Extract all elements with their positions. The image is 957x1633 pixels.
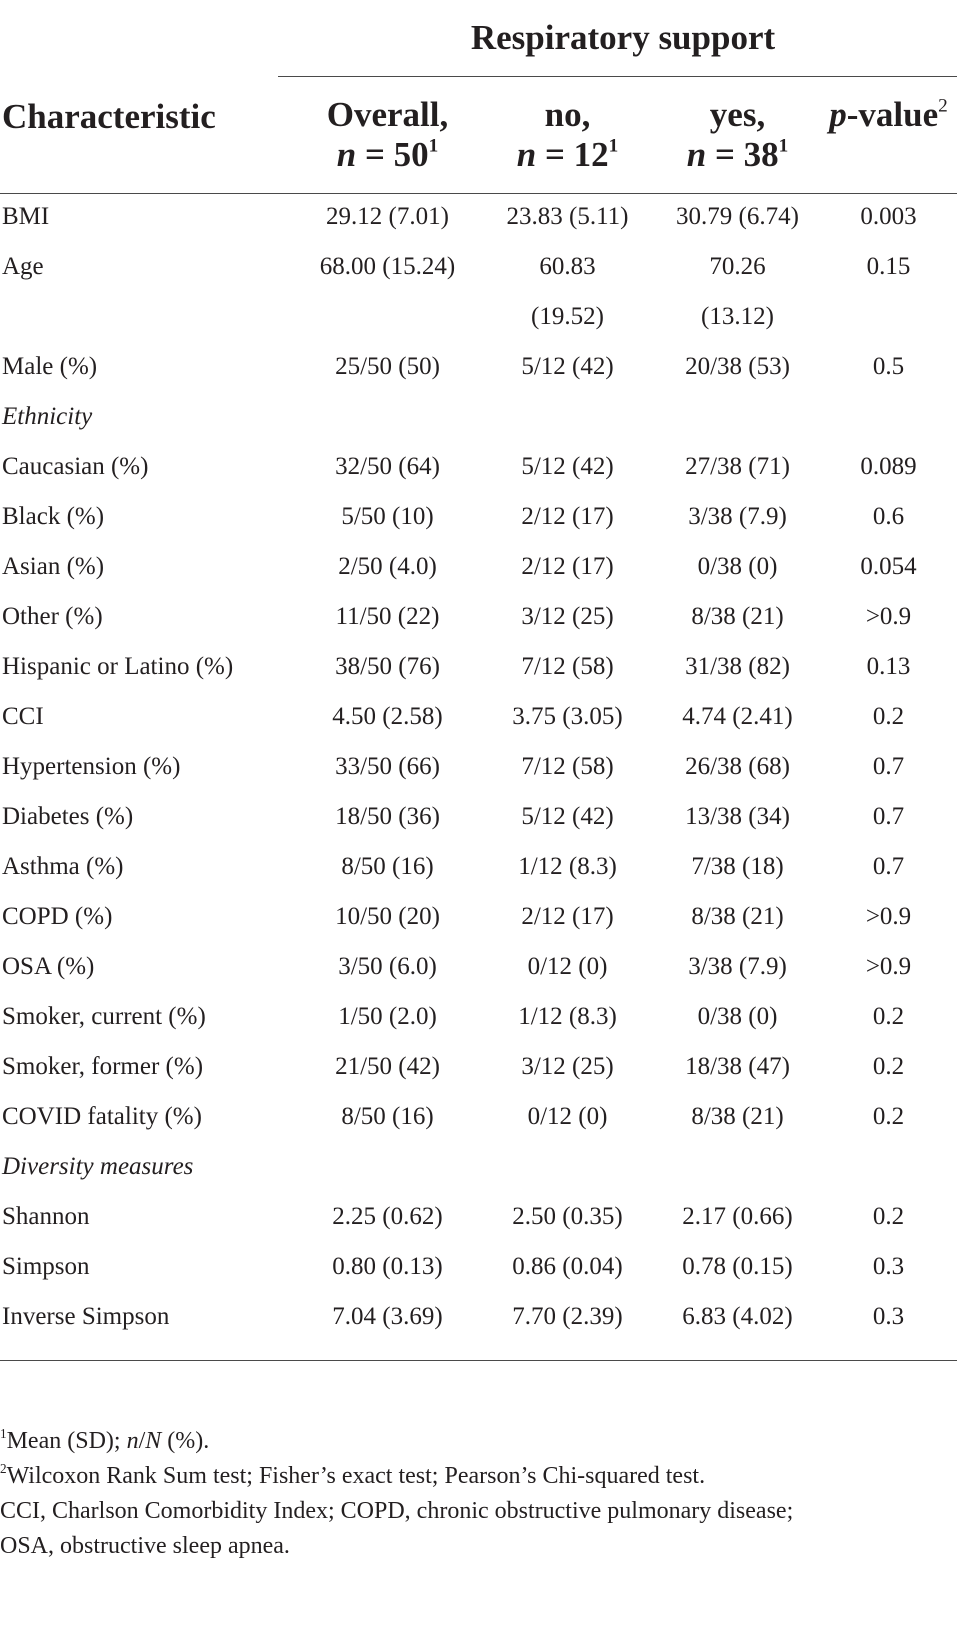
row-label: Other (%) bbox=[2, 603, 103, 630]
cell-no: 0/12 (0) bbox=[527, 953, 608, 980]
row-label: Diabetes (%) bbox=[2, 803, 134, 830]
cell-no: 23.83 (5.11) bbox=[506, 203, 629, 230]
cell-overall: 32/50 (64) bbox=[335, 453, 440, 480]
n-value: = 12 bbox=[536, 135, 609, 174]
footnote-ref: 1 bbox=[778, 135, 789, 157]
row-label: OSA (%) bbox=[2, 953, 95, 980]
n-symbol: n bbox=[686, 135, 707, 174]
cell-yes: 31/38 (82) bbox=[685, 653, 790, 680]
row-label: Inverse Simpson bbox=[2, 1303, 170, 1330]
abbreviations-line-1: CCI, Charlson Comorbidity Index; COPD, chronic obstructive pulmonary disease; bbox=[0, 1498, 794, 1524]
cell-p-value: >0.9 bbox=[865, 953, 912, 980]
cell-p-value: 0.7 bbox=[872, 853, 905, 880]
row-label: COPD (%) bbox=[2, 903, 113, 930]
n-symbol: n bbox=[336, 135, 357, 174]
row-label: Ethnicity bbox=[2, 403, 93, 430]
abbreviations-line-2: OSA, obstructive sleep apnea. bbox=[0, 1533, 290, 1559]
row-label: Age bbox=[2, 253, 44, 280]
cell-p-value: 0.3 bbox=[872, 1253, 905, 1280]
cell-yes: 70.26 bbox=[709, 253, 766, 280]
row-label: Hypertension (%) bbox=[2, 753, 181, 780]
cell-yes: 4.74 (2.41) bbox=[682, 703, 793, 730]
cell-yes: 20/38 (53) bbox=[685, 353, 790, 380]
cell-yes: 8/38 (21) bbox=[691, 1103, 784, 1130]
cell-overall: 2.25 (0.62) bbox=[332, 1203, 443, 1230]
cell-no: 7.70 (2.39) bbox=[512, 1303, 623, 1330]
cell-p-value: 0.2 bbox=[872, 1053, 905, 1080]
footnote-text: / bbox=[138, 1428, 146, 1454]
cell-overall: 5/50 (10) bbox=[341, 503, 434, 530]
cell-no: 60.83 bbox=[539, 253, 596, 280]
cell-yes: 26/38 (68) bbox=[685, 753, 790, 780]
group-header-respiratory-support: Respiratory support bbox=[470, 18, 776, 57]
cell-p-value: 0.2 bbox=[872, 1003, 905, 1030]
cell-overall: 10/50 (20) bbox=[335, 903, 440, 930]
cell-overall: 18/50 (36) bbox=[335, 803, 440, 830]
cell-p-value: 0.089 bbox=[860, 453, 917, 480]
cell-yes: 0/38 (0) bbox=[697, 1003, 778, 1030]
n-value: = 38 bbox=[706, 135, 779, 174]
cell-no: 1/12 (8.3) bbox=[518, 853, 617, 880]
row-label: Smoker, former (%) bbox=[2, 1053, 204, 1080]
cell-overall: 0.80 (0.13) bbox=[332, 1253, 443, 1280]
p-symbol: p bbox=[829, 95, 847, 134]
cell-no: 2/12 (17) bbox=[521, 903, 614, 930]
cell-overall: 33/50 (66) bbox=[335, 753, 440, 780]
n-symbol: n bbox=[516, 135, 537, 174]
row-label: Hispanic or Latino (%) bbox=[2, 653, 234, 680]
cell-overall: 21/50 (42) bbox=[335, 1053, 440, 1080]
row-label: Smoker, current (%) bbox=[2, 1003, 206, 1030]
table-bottom-rule bbox=[0, 1360, 957, 1361]
row-label: Simpson bbox=[2, 1253, 90, 1280]
cell-p-value: 0.7 bbox=[872, 753, 905, 780]
cell-overall: 29.12 (7.01) bbox=[326, 203, 449, 230]
cell-no: 0/12 (0) bbox=[527, 1103, 608, 1130]
footnote-ref: 2 bbox=[938, 95, 948, 117]
row-label: Caucasian (%) bbox=[2, 453, 149, 480]
footnote-1 bbox=[0, 1426, 209, 1456]
cell-no: (19.52) bbox=[531, 303, 604, 330]
cell-overall: 8/50 (16) bbox=[341, 853, 434, 880]
column-header-no bbox=[480, 95, 655, 175]
cell-p-value: 0.003 bbox=[860, 203, 917, 230]
cell-no: 5/12 (42) bbox=[521, 353, 614, 380]
cell-no: 3/12 (25) bbox=[521, 603, 614, 630]
cell-yes: 8/38 (21) bbox=[691, 603, 784, 630]
cell-p-value: 0.2 bbox=[872, 703, 905, 730]
cell-overall: 11/50 (22) bbox=[335, 603, 440, 630]
cell-p-value: 0.3 bbox=[872, 1303, 905, 1330]
cell-overall: 2/50 (4.0) bbox=[338, 553, 437, 580]
row-label: COVID fatality (%) bbox=[2, 1103, 202, 1130]
cell-p-value: 0.5 bbox=[872, 353, 905, 380]
row-label: Asthma (%) bbox=[2, 853, 124, 880]
cell-p-value: 0.15 bbox=[866, 253, 911, 280]
cell-overall: 4.50 (2.58) bbox=[332, 703, 443, 730]
footnote-marker: 2 bbox=[0, 1461, 7, 1477]
cell-p-value: 0.7 bbox=[872, 803, 905, 830]
footnote-text: n bbox=[126, 1428, 139, 1454]
cell-no: 0.86 (0.04) bbox=[512, 1253, 623, 1280]
cell-p-value: >0.9 bbox=[865, 903, 912, 930]
cell-yes: 8/38 (21) bbox=[691, 903, 784, 930]
cell-p-value: 0.13 bbox=[866, 653, 911, 680]
footnote-ref: 1 bbox=[608, 135, 619, 157]
row-label: BMI bbox=[2, 203, 50, 230]
cell-overall: 7.04 (3.69) bbox=[332, 1303, 443, 1330]
cell-no: 3/12 (25) bbox=[521, 1053, 614, 1080]
cell-yes: 6.83 (4.02) bbox=[682, 1303, 793, 1330]
row-label: Shannon bbox=[2, 1203, 90, 1230]
cell-overall: 8/50 (16) bbox=[341, 1103, 434, 1130]
footnote-ref: 1 bbox=[428, 135, 439, 157]
n-value: = 50 bbox=[356, 135, 429, 174]
footnote-2 bbox=[0, 1461, 705, 1491]
p-value-label: -value bbox=[846, 95, 939, 134]
footnote-text: Mean (SD); bbox=[6, 1428, 127, 1454]
cell-no: 2.50 (0.35) bbox=[512, 1203, 623, 1230]
cell-no: 7/12 (58) bbox=[521, 653, 614, 680]
footnote-text: (%). bbox=[161, 1428, 210, 1454]
cell-no: 5/12 (42) bbox=[521, 453, 614, 480]
cell-yes: 2.17 (0.66) bbox=[682, 1203, 793, 1230]
cell-yes: 13/38 (34) bbox=[685, 803, 790, 830]
group-header-rule bbox=[278, 76, 957, 77]
row-label: Diversity measures bbox=[2, 1153, 194, 1180]
footnote-text: Wilcoxon Rank Sum test; Fisher’s exact test; Pearson’s Chi-squared test. bbox=[6, 1463, 706, 1489]
footnote-marker: 1 bbox=[0, 1426, 7, 1442]
cell-no: 3.75 (3.05) bbox=[512, 703, 623, 730]
column-header-overall-label: Overall, bbox=[326, 95, 449, 134]
cell-overall: 1/50 (2.0) bbox=[338, 1003, 437, 1030]
cell-yes: 0/38 (0) bbox=[697, 553, 778, 580]
cell-overall: 3/50 (6.0) bbox=[338, 953, 437, 980]
cell-overall: 68.00 (15.24) bbox=[319, 253, 456, 280]
cell-p-value: >0.9 bbox=[865, 603, 912, 630]
cell-overall: 25/50 (50) bbox=[335, 353, 440, 380]
column-header-no-label: no, bbox=[544, 95, 591, 134]
cell-no: 5/12 (42) bbox=[521, 803, 614, 830]
cell-p-value: 0.6 bbox=[872, 503, 905, 530]
column-header-p-value bbox=[820, 95, 957, 135]
cell-yes: 18/38 (47) bbox=[685, 1053, 790, 1080]
column-header-overall bbox=[295, 95, 480, 175]
cell-yes: 7/38 (18) bbox=[691, 853, 784, 880]
row-label: Black (%) bbox=[2, 503, 105, 530]
cell-no: 2/12 (17) bbox=[521, 503, 614, 530]
footnote-text: N bbox=[145, 1428, 162, 1454]
cell-yes: 3/38 (7.9) bbox=[688, 953, 787, 980]
cell-overall: 38/50 (76) bbox=[335, 653, 440, 680]
cell-yes: 3/38 (7.9) bbox=[688, 503, 787, 530]
cell-p-value: 0.054 bbox=[860, 553, 917, 580]
cell-no: 2/12 (17) bbox=[521, 553, 614, 580]
row-label: Asian (%) bbox=[2, 553, 105, 580]
cell-no: 1/12 (8.3) bbox=[518, 1003, 617, 1030]
cell-yes: 30.79 (6.74) bbox=[676, 203, 799, 230]
cell-p-value: 0.2 bbox=[872, 1103, 905, 1130]
cell-yes: 27/38 (71) bbox=[685, 453, 790, 480]
header-bottom-rule bbox=[0, 193, 957, 194]
cell-yes: 0.78 (0.15) bbox=[682, 1253, 793, 1280]
row-label: CCI bbox=[2, 703, 44, 730]
column-header-characteristic: Characteristic bbox=[2, 97, 216, 136]
row-label: Male (%) bbox=[2, 353, 98, 380]
column-header-yes bbox=[655, 95, 820, 175]
cell-no: 7/12 (58) bbox=[521, 753, 614, 780]
cell-p-value: 0.2 bbox=[872, 1203, 905, 1230]
column-header-yes-label: yes, bbox=[709, 95, 766, 134]
cell-yes: (13.12) bbox=[701, 303, 774, 330]
